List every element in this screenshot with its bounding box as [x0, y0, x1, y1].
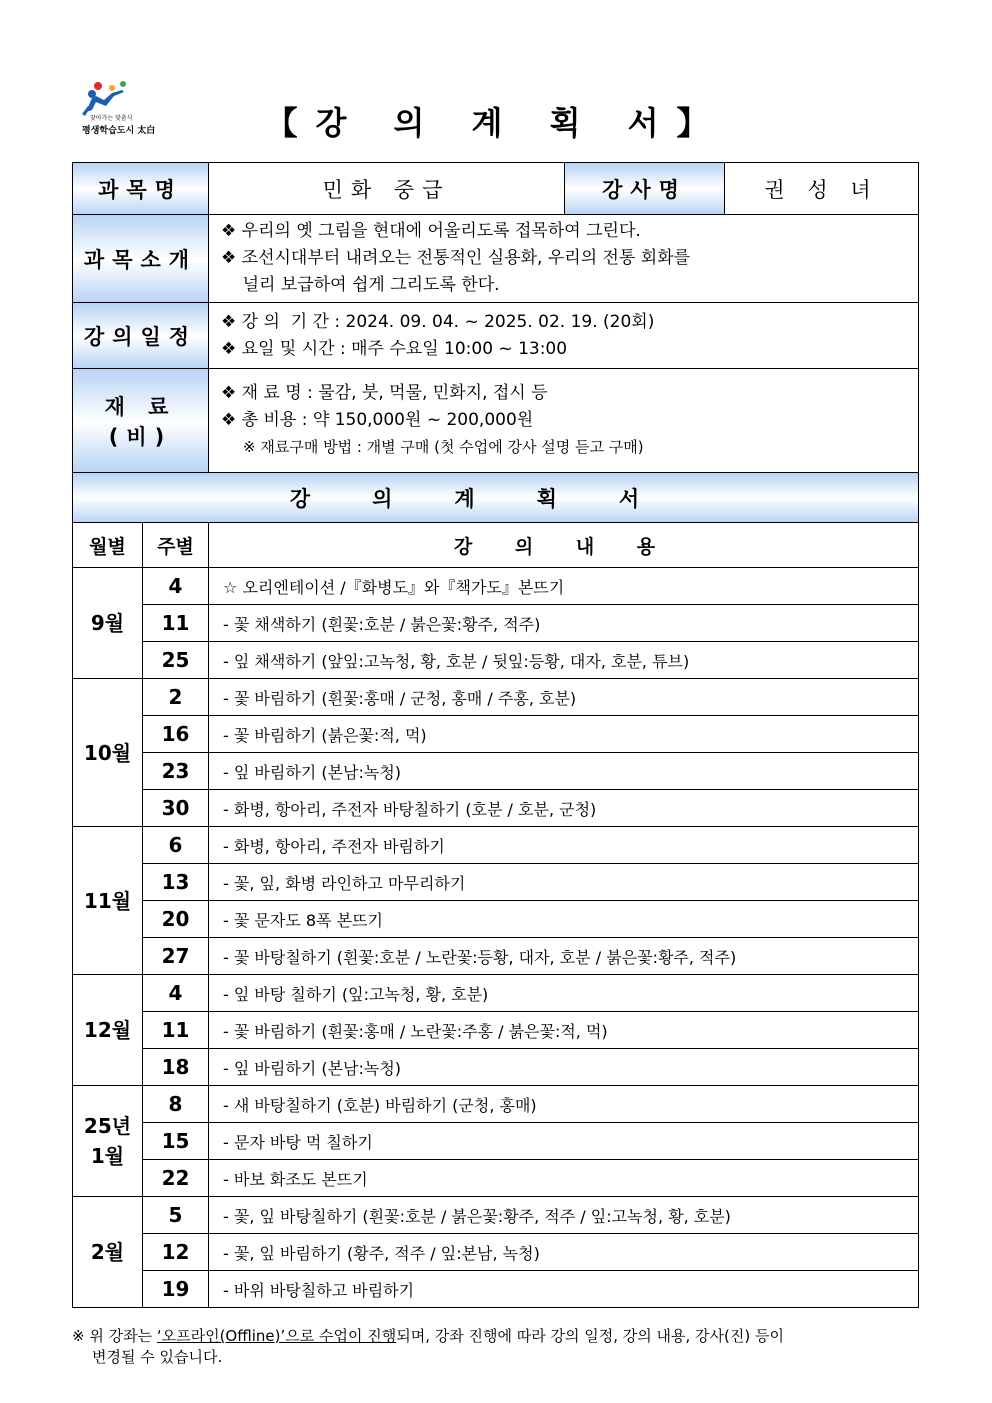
- col-month-header: 월별: [73, 523, 143, 568]
- intro-text: [209, 215, 919, 303]
- table-row: [73, 790, 919, 827]
- material-label: 재 료 (비): [73, 369, 209, 473]
- footer-suffix: 되며, 강좌 진행에 따라 강의 일정, 강의 내용, 강사(진) 등이: [396, 1327, 784, 1345]
- content-cell: - 꽃 채색하기 (흰꽃:호분 / 붉은꽃:황주, 적주): [209, 605, 919, 642]
- content-cell: - 화병, 항아리, 주전자 바림하기: [209, 827, 919, 864]
- week-cell: 4: [143, 975, 209, 1012]
- table-row: [73, 864, 919, 901]
- table-row: [73, 1123, 919, 1160]
- content-cell: - 꽃, 잎, 화병 라인하고 마무리하기: [209, 864, 919, 901]
- content-cell: - 꽃 바탕칠하기 (흰꽃:호분 / 노란꽃:등황, 대자, 호분 / 붉은꽃:황주, 적주): [209, 938, 919, 975]
- table-row: [73, 827, 919, 864]
- week-cell: 19: [143, 1271, 209, 1308]
- content-cell: - 잎 채색하기 (앞잎:고녹청, 황, 호분 / 뒷잎:등황, 대자, 호분, 튜브): [209, 642, 919, 679]
- content-cell: - 꽃, 잎 바림하기 (황주, 적주 / 잎:본남, 녹청): [209, 1234, 919, 1271]
- week-cell: 2: [143, 679, 209, 716]
- table-row: [73, 1271, 919, 1308]
- content-cell: - 꽃 바림하기 (흰꽃:홍매 / 노란꽃:주홍 / 붉은꽃:적, 먹): [209, 1012, 919, 1049]
- material-text: [209, 369, 919, 473]
- col-week-header: 주별: [143, 523, 209, 568]
- subject-label: 과목명: [73, 163, 209, 215]
- schedule-line: ❖ 강 의 기 간 : 2024. 09. 04. ~ 2025. 02. 19. (20회): [221, 311, 655, 332]
- month-cell: 9월: [73, 568, 143, 679]
- week-cell: 11: [143, 605, 209, 642]
- week-cell: 27: [143, 938, 209, 975]
- intro-line: ❖ 조선시대부터 내려오는 전통적인 실용화, 우리의 전통 회화를: [221, 248, 691, 268]
- table-row: [73, 1086, 919, 1123]
- week-cell: 25: [143, 642, 209, 679]
- content-cell: - 새 바탕칠하기 (호분) 바림하기 (군청, 홍매): [209, 1086, 919, 1123]
- week-cell: 30: [143, 790, 209, 827]
- content-cell: - 꽃 문자도 8폭 본뜨기: [209, 901, 919, 938]
- table-row: [73, 1197, 919, 1234]
- logo-slogan: 찾아가는 맞춤식: [90, 115, 133, 122]
- month-cell: 11월: [73, 827, 143, 975]
- intro-line: 널리 보급하여 쉽게 그리도록 한다.: [221, 275, 500, 295]
- table-row: [73, 1160, 919, 1197]
- material-line: ❖ 총 비용 : 약 150,000원 ~ 200,000원: [221, 410, 534, 430]
- subject-value: 민화 중급: [209, 163, 565, 215]
- month-cell: 10월: [73, 679, 143, 827]
- footer-note: [72, 1326, 922, 1368]
- col-content-header: 강 의 내 용: [209, 523, 919, 568]
- material-line: ❖ 재 료 명 : 물감, 붓, 먹물, 민화지, 접시 등: [221, 383, 548, 403]
- month-cell: 25년 1월: [73, 1086, 143, 1197]
- content-cell: - 잎 바탕 칠하기 (잎:고녹청, 황, 호분): [209, 975, 919, 1012]
- content-cell: - 화병, 항아리, 주전자 바탕칠하기 (호분 / 호분, 군청): [209, 790, 919, 827]
- content-cell: - 잎 바림하기 (본남:녹청): [209, 753, 919, 790]
- week-cell: 6: [143, 827, 209, 864]
- week-cell: 22: [143, 1160, 209, 1197]
- content-cell: ☆ 오리엔테이션 /『화병도』와『책가도』본뜨기: [209, 568, 919, 605]
- page-title: 【강 의 계 획 서】: [265, 104, 727, 142]
- content-cell: - 바위 바탕칠하고 바림하기: [209, 1271, 919, 1308]
- content-cell: - 바보 화조도 본뜨기: [209, 1160, 919, 1197]
- intro-label: 과목소개: [73, 215, 209, 303]
- content-cell: - 꽃 바림하기 (흰꽃:홍매 / 군청, 홍매 / 주홍, 호분): [209, 679, 919, 716]
- table-row: [73, 568, 919, 605]
- footer-line2: 변경될 수 있습니다.: [92, 1348, 223, 1366]
- lecture-plan-table: [72, 162, 919, 1308]
- content-cell: - 잎 바림하기 (본남:녹청): [209, 1049, 919, 1086]
- table-row: [73, 716, 919, 753]
- material-note: ※ 재료구매 방법 : 개별 구매 (첫 수업에 강사 설명 듣고 구매): [243, 438, 644, 456]
- table-row: [73, 642, 919, 679]
- month-cell: 2월: [73, 1197, 143, 1308]
- content-cell: - 꽃, 잎 바탕칠하기 (흰꽃:호분 / 붉은꽃:황주, 적주 / 잎:고녹청, 황, 호분): [209, 1197, 919, 1234]
- table-row: [73, 1049, 919, 1086]
- week-cell: 8: [143, 1086, 209, 1123]
- week-cell: 20: [143, 901, 209, 938]
- week-cell: 11: [143, 1012, 209, 1049]
- week-cell: 15: [143, 1123, 209, 1160]
- table-row: [73, 1012, 919, 1049]
- week-cell: 18: [143, 1049, 209, 1086]
- week-cell: 4: [143, 568, 209, 605]
- month-cell: 12월: [73, 975, 143, 1086]
- plan-band-title: 강의계획서: [73, 473, 919, 523]
- table-row: [73, 753, 919, 790]
- table-row: [73, 901, 919, 938]
- week-cell: 13: [143, 864, 209, 901]
- footer-underlined: ‘오프라인(Offline)’으로 수업이 진행: [156, 1327, 397, 1345]
- instructor-label: 강사명: [565, 163, 725, 215]
- week-cell: 5: [143, 1197, 209, 1234]
- schedule-label: 강의일정: [73, 303, 209, 369]
- schedule-line: ❖ 요일 및 시간 : 매주 수요일 10:00 ~ 13:00: [221, 338, 568, 359]
- table-row: [73, 1234, 919, 1271]
- intro-line: ❖ 우리의 옛 그림을 현대에 어울리도록 접목하여 그린다.: [221, 221, 641, 241]
- table-row: [73, 679, 919, 716]
- footer-prefix: ※ 위 강좌는: [72, 1327, 157, 1345]
- schedule-text: [209, 303, 919, 369]
- table-row: [73, 605, 919, 642]
- table-row: [73, 938, 919, 975]
- content-cell: - 문자 바탕 먹 칠하기: [209, 1123, 919, 1160]
- content-cell: - 꽃 바림하기 (붉은꽃:적, 먹): [209, 716, 919, 753]
- week-cell: 23: [143, 753, 209, 790]
- instructor-value: 권 성 녀: [725, 163, 919, 215]
- week-cell: 12: [143, 1234, 209, 1271]
- table-row: [73, 975, 919, 1012]
- logo-city-name: 평생학습도시 太白: [82, 126, 156, 136]
- week-cell: 16: [143, 716, 209, 753]
